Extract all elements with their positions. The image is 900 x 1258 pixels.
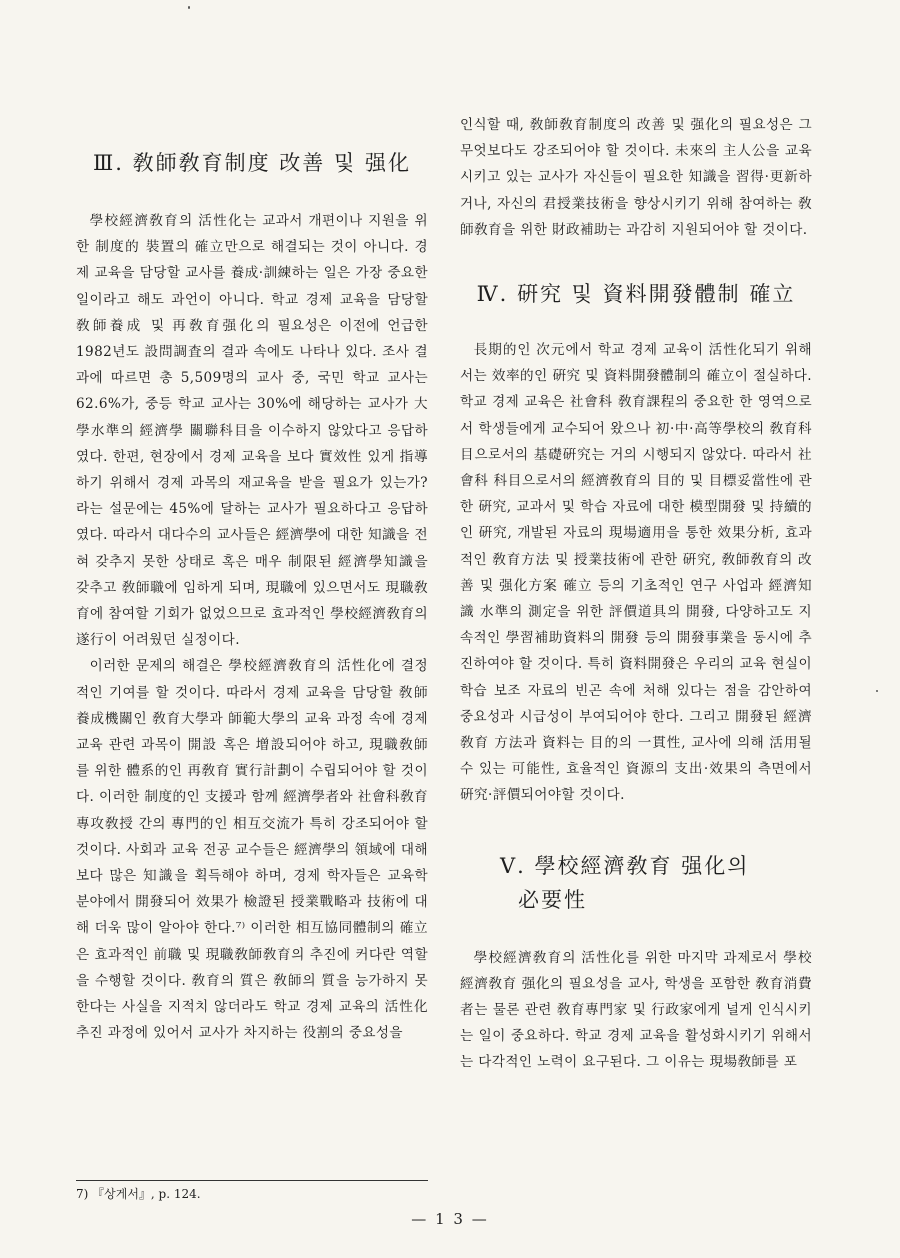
- paragraph-continuation: 인식할 때, 敎師敎育制度의 改善 및 强化의 필요성은 그 무엇보다도 강조되어야 할 것이다. 未來의 主人公을 교육시키고 있는 교사가 자신들이 필요한 知識을 習得·更新하거나, 자신의 君授業技術을 향상시키기 위해 참여하는 敎師敎育을 위한 財政補助는 과감히 지원되어야 할 것이다.: [460, 117, 812, 238]
- scan-speck: [188, 6, 190, 9]
- section-heading-iv: Ⅳ. 硏究 및 資料開發體制 確立: [476, 282, 796, 307]
- paragraph: 學校經濟敎育의 活性化를 위한 마지막 과제로서 學校經濟敎育 强化의 필요성을 교사, 학생을 포함한 敎育消費者는 물론 관련 敎育專門家 및 行政家에게 널게 인식시키는 일이 중요하다. 학교 경제 교육을 활성화시키기 위해서는 다각적인 노력이 요구된다. 그 이유는 現場敎師를 포: [460, 949, 812, 1071]
- paragraph: 이러한 문제의 해결은 學校經濟敎育의 活性化에 결정적인 기여를 할 것이다. 따라서 경제 교육을 담당할 敎師養成機關인 敎育大學과 師範大學의 교육 과정 속에 경제 교육 관련 과목이 開設 혹은 增設되어야 하고, 現職敎師를 위한 體系的인 再敎育 實行計劃이 수립되어야 할 것이다. 이러한 制度的인 支援과 함께 經濟學者와 社會科敎育 專攻敎授 간의 專門的인 相互交流가 특히 강조되어야 할 것이다. 사회과 교육 전공 교수들은 經濟學의 領域에 대해 보다 많은 知識을 획득해야 하며, 경제 학자들은 교육학 분야에서 開發되어 效果가 檢證된 授業戰略과 技術에 대해 더욱 많이 알아야 한다.⁷⁾ 이러한 相互協同體制의 確立은 효과적인 前職 및 現職敎師敎育의 추진에 커다란 역할을 수행할 것이다. 敎育의 質은 敎師의 質을 능가하지 못한다는 사실을 지적치 않더라도 학교 경제 교육의 活性化 추진 과정에 있어서 교사가 차지하는 役割의 중요성을: [76, 658, 428, 1042]
- scan-speck: [876, 690, 878, 692]
- left-column: [76, 100, 428, 1047]
- right-column: [460, 112, 812, 1076]
- section-heading-v-line2: 必要性: [518, 887, 587, 912]
- paragraph: 長期的인 次元에서 학교 경제 교육이 活性化되기 위해서는 效率的인 硏究 및 資料開發體制의 確立이 절실하다. 학교 경제 교육은 社會科 敎育課程의 중요한 한 영역으로서 학생들에게 교수되어 왔으나 初·中·高等學校의 敎育科目으로서의 基礎硏究는 거의 시행되지 않았다. 따라서 社會科 科目으로서의 經濟敎育의 目的 및 目標妥當性에 관한 硏究, 교과서 및 학습 자료에 대한 模型開發 및 持續的인 硏究, 개발된 자료의 現場適用을 통한 效果分析, 효과적인 敎育方法 및 授業技術에 관한 硏究, 敎師敎育의 改善 및 强化方案 確立 등의 기초적인 연구 사업과 經濟知識 水準의 測定을 위한 評價道具의 開發, 다양하고도 지속적인 學習補助資料의 開發 등의 開發事業을 동시에 추진하여야 할 것이다. 특히 資料開發은 우리의 교육 현실이 학습 보조 자료의 빈곤 속에 처해 있다는 점을 감안하여 중요성과 시급성이 부여되어야 한다. 그리고 開發된 經濟敎育 方法과 資料는 目的의 一貫性, 교사에 의해 活用될 수 있는 可能性, 효율적인 資源의 支出·效果의 측면에서 硏究·評價되어야할 것이다.: [460, 342, 812, 804]
- section-heading-v: [460, 849, 812, 917]
- section-heading-v-line1: Ⅴ. 學校經濟敎育 强化의: [500, 853, 750, 878]
- page-number: — 1 3 —: [411, 1210, 489, 1228]
- paragraph: 學校經濟敎育의 活性化는 교과서 개편이나 지원을 위한 制度的 裝置의 確立만으로 해결되는 것이 아니다. 경제 교육을 담당할 교사를 養成·訓練하는 일은 가장 중요한 일이라고 해도 과언이 아니다. 학교 경제 교육을 담당할 敎師養成 및 再敎育强化의 필요성은 이전에 언급한 1982년도 設問調査의 결과 속에도 나타나 있다. 조사 결과에 따르면 총 5,509명의 교사 중, 국민 학교 교사는 62.6%가, 중등 학교 교사는 30%에 해당하는 교사가 大學水準의 經濟學 關聯科目을 이수하지 않았다고 응답하였다. 한편, 현장에서 경제 교육을 보다 實效性 있게 指導하기 위해서 경제 과목의 재교육을 받을 필요가 있는가? 라는 설문에는 45%에 달하는 교사가 필요하다고 응답하였다. 따라서 대다수의 교사들은 經濟學에 대한 知識을 전혀 갖추지 못한 상태로 혹은 매우 制限된 經濟學知識을 갖추고 敎師職에 임하게 되며, 現職에 있으면서도 現職敎育에 참여할 기회가 없었으므로 효과적인 學校經濟敎育의 遂行이 어려웠던 실정이다.: [76, 213, 428, 649]
- section-heading-iii: Ⅲ. 敎師敎育制度 改善 및 强化: [93, 151, 411, 175]
- footnote: 7) 『상게서』, p. 124.: [76, 1180, 428, 1202]
